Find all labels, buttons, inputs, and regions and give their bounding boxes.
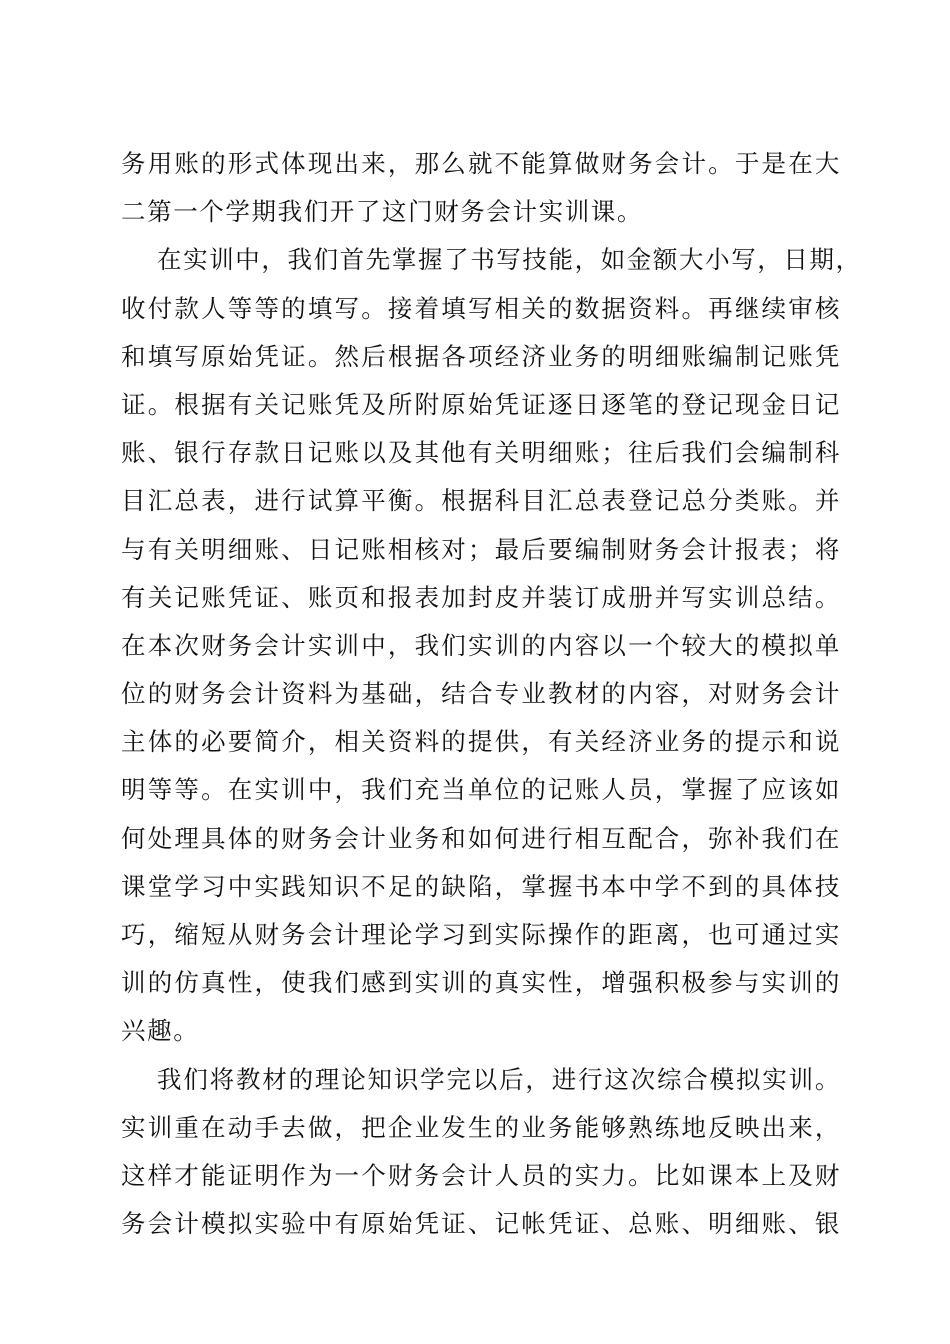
body-text (121, 140, 862, 1248)
text-line: 账、银行存款日记账以及其他有关明细账；往后我们会编制科 (121, 438, 841, 468)
text-line: 有关记账凭证、账页和报表加封皮并装订成册并写实训总结。 (121, 582, 841, 612)
text-line: 这样才能证明作为一个财务会计人员的实力。比如课本上及财 (121, 1160, 841, 1190)
text-line: 兴趣。 (121, 1016, 200, 1046)
text-line: 证。根据有关记账凭及所附原始凭证逐日逐笔的登记现金日记 (121, 389, 841, 419)
text-line: 务会计模拟实验中有原始凭证、记帐凭证、总账、明细账、银 (121, 1209, 841, 1239)
text-line: 收付款人等等的填写。接着填写相关的数据资料。再继续审核 (121, 293, 841, 323)
text-line: 课堂学习中实践知识不足的缺陷，掌握书本中学不到的具体技 (121, 871, 841, 901)
text-line: 何处理具体的财务会计业务和如何进行相互配合，弥补我们在 (121, 823, 841, 853)
text-line: 和填写原始凭证。然后根据各项经济业务的明细账编制记账凭 (121, 341, 841, 371)
text-line: 与有关明细账、日记账相核对；最后要编制财务会计报表；将 (121, 534, 841, 564)
text-line: 目汇总表，进行试算平衡。根据科目汇总表登记总分类账。并 (121, 486, 841, 516)
text-line: 主体的必要简介，相关资料的提供，有关经济业务的提示和说 (121, 727, 841, 757)
text-line: 位的财务会计资料为基础，结合专业教材的内容，对财务会计 (121, 679, 841, 709)
text-line: 我们将教材的理论知识学完以后，进行这次综合模拟实训。 (157, 1064, 841, 1094)
text-line: 在实训中，我们首先掌握了书写技能，如金额大小写，日期， (157, 245, 862, 275)
text-line: 二第一个学期我们开了这门财务会计实训课。 (121, 197, 643, 227)
text-line: 实训重在动手去做，把企业发生的业务能够熟练地反映出来， (121, 1112, 841, 1142)
text-line: 在本次财务会计实训中，我们实训的内容以一个较大的模拟单 (121, 630, 841, 660)
text-line: 务用账的形式体现出来，那么就不能算做财务会计。于是在大 (121, 149, 841, 178)
text-line: 明等等。在实训中，我们充当单位的记账人员，掌握了应该如 (121, 775, 841, 805)
text-line: 巧，缩短从财务会计理论学习到实际操作的距离，也可通过实 (121, 920, 841, 949)
text-line: 训的仿真性，使我们感到实训的真实性，增强积极参与实训的 (121, 968, 841, 998)
